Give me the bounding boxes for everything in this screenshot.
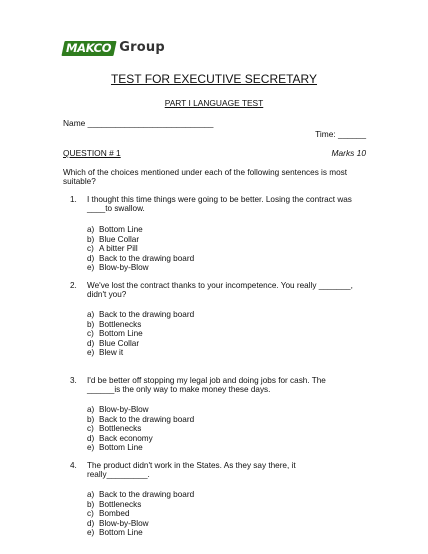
option-item: a) Back to the drawing board xyxy=(87,490,195,499)
question-item xyxy=(70,376,366,395)
question-line: We've lost the contract thanks to your incompetence. You really _______, xyxy=(87,281,353,290)
options-list xyxy=(87,405,194,453)
question-line: ______is the only way to make money these days. xyxy=(87,385,271,395)
option-item: d) Back to the drawing board xyxy=(87,253,195,263)
page-title: TEST FOR EXECUTIVE SECRETARY xyxy=(110,72,318,86)
page-subtitle: PART I LANGUAGE TEST xyxy=(164,98,264,108)
question-line: ____to swallow. xyxy=(87,204,145,214)
time-field-line: Time: ______ xyxy=(315,129,366,139)
question-number: 2. xyxy=(70,281,77,290)
option-item: c) Bombed xyxy=(87,509,130,519)
option-item: e) Bottom Line xyxy=(87,443,143,453)
question-number: 1. xyxy=(70,195,77,204)
company-logo xyxy=(63,40,165,56)
logo-brand: MAKCO xyxy=(66,40,112,55)
option-item: e) Bottom Line xyxy=(87,528,143,538)
options-list xyxy=(87,490,194,538)
option-item: a) Blow-by-Blow xyxy=(87,405,149,414)
logo-badge xyxy=(61,41,116,56)
marks-label: Marks 10 xyxy=(331,148,366,158)
question-line: I'd be better off stopping my legal job and doing jobs for cash. The xyxy=(87,376,326,385)
instructions-text: Which of the choices mentioned under each of the following sentences is most suitable? xyxy=(63,168,347,187)
options-list xyxy=(87,310,194,358)
question-heading: QUESTION # 1 xyxy=(63,148,121,158)
option-item: c) A bitter Pill xyxy=(87,244,138,254)
option-item: a) Back to the drawing board xyxy=(87,310,195,319)
option-item: b) Back to the drawing board xyxy=(87,414,195,424)
option-item: c) Bottom Line xyxy=(87,329,143,339)
option-item: b) Bottlenecks xyxy=(87,319,142,329)
question-item xyxy=(70,195,366,214)
option-item: d) Back economy xyxy=(87,433,153,443)
option-item: b) Bottlenecks xyxy=(87,499,142,509)
option-item: e) Blow-by-Blow xyxy=(87,263,149,273)
question-number: 3. xyxy=(70,376,77,385)
question-line: I thought this time things were going to be better. Losing the contract was xyxy=(87,195,352,204)
options-list xyxy=(87,225,194,273)
option-item: e) Blew it xyxy=(87,348,124,358)
option-item: d) Blue Collar xyxy=(87,338,140,348)
question-item xyxy=(70,281,366,300)
logo-suffix: Group xyxy=(119,39,165,55)
question-line: didn't you? xyxy=(87,290,127,300)
option-item: b) Blue Collar xyxy=(87,234,140,244)
question-line: really_________. xyxy=(87,470,150,480)
question-line: The product didn't work in the States. As they say there, it xyxy=(87,461,296,470)
question-item xyxy=(70,461,366,480)
option-item: d) Blow-by-Blow xyxy=(87,518,149,528)
question-number: 4. xyxy=(70,461,77,470)
name-field-line: Name ___________________________ xyxy=(63,118,214,128)
option-item: a) Bottom Line xyxy=(87,225,143,234)
option-item: c) Bottlenecks xyxy=(87,424,142,434)
